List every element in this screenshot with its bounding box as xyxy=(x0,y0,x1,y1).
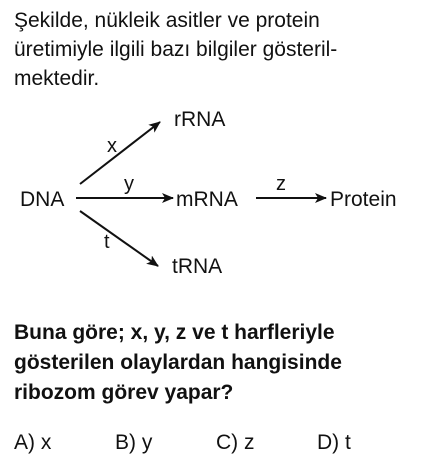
option-d[interactable]: D) t xyxy=(317,431,351,454)
option-a[interactable]: A) x xyxy=(14,431,52,454)
arrow-dna-to-rrna xyxy=(80,122,160,184)
option-b[interactable]: B) y xyxy=(115,431,153,454)
edge-label-t: t xyxy=(104,231,110,253)
intro-line-1: Şekilde, nükleik asitler ve protein xyxy=(14,9,320,32)
intro-line-3: mektedir. xyxy=(14,67,100,90)
intro-paragraph xyxy=(14,6,414,93)
node-mrna: mRNA xyxy=(176,188,238,211)
arrow-dna-to-trna xyxy=(80,211,158,266)
question-line-1: Buna göre; x, y, z ve t harfleriyle xyxy=(14,321,335,344)
answer-options xyxy=(14,428,414,458)
edge-label-x: x xyxy=(107,135,117,157)
edge-label-z: z xyxy=(276,173,286,195)
option-c[interactable]: C) z xyxy=(216,431,255,454)
nucleic-acid-diagram xyxy=(0,100,421,290)
question-line-3: ribozom görev yapar? xyxy=(14,381,234,404)
intro-line-2: üretimiyle ilgili bazı bilgiler gösteril- xyxy=(14,38,338,61)
question-line-2: gösterilen olaylardan hangisinde xyxy=(14,351,342,374)
edge-label-y: y xyxy=(124,173,134,195)
node-dna: DNA xyxy=(20,188,65,211)
node-rrna: rRNA xyxy=(174,108,226,131)
node-protein: Protein xyxy=(330,188,397,211)
node-trna: tRNA xyxy=(172,255,223,278)
question-text xyxy=(14,318,414,408)
